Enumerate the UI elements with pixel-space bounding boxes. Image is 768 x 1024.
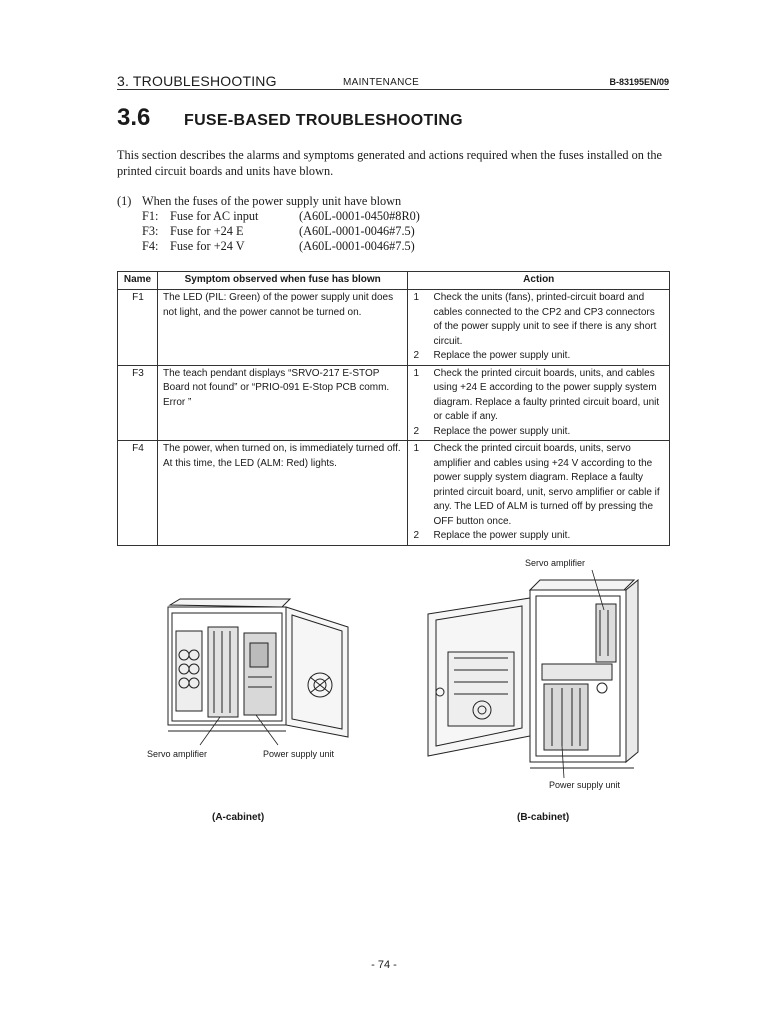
column-header-action: Action [408, 272, 670, 290]
fuse-part-number: (A60L-0001-0046#7.5) [299, 239, 415, 253]
fuse-part-number: (A60L-0001-0046#7.5) [299, 224, 415, 238]
action-cell [408, 365, 670, 441]
action-text: Check the printed circuit boards, units, servo amplifier and cables using +24 V according to the power supply system diagram. Replace a faulty printed circuit board, unit, servo amplifier or cable if any. The LED of ALM is turned off by pressing the OFF button once. [433, 443, 660, 527]
a-cabinet-illustration [160, 597, 360, 747]
symptom-cell: The LED (PIL: Green) of the power supply unit does not light, and the power cannot be turned on. [157, 290, 407, 366]
fuse-id: F3: [142, 224, 159, 238]
action-text: Replace the power supply unit. [433, 350, 571, 361]
fuse-name-cell: F1 [118, 290, 158, 366]
header-rule [117, 89, 669, 90]
column-header-symptom: Symptom observed when fuse has blown [157, 272, 407, 290]
fuse-name-cell: F3 [118, 365, 158, 441]
fuse-list-number: (1) [117, 194, 132, 208]
action-number: 2 [413, 425, 420, 437]
a-power-supply-label: Power supply unit [263, 749, 335, 759]
intro-paragraph: This section describes the alarms and symptoms generated and actions required when the fuses installed on the printed circuit boards and units have blown. [117, 148, 663, 178]
symptom-cell: The power, when turned on, is immediately turned off. At this time, the LED (ALM: Red) lights. [157, 441, 407, 546]
section-label: MAINTENANCE [343, 77, 420, 88]
a-servo-amplifier-label: Servo amplifier [147, 749, 208, 759]
chapter-header: 3. TROUBLESHOOTING [117, 73, 277, 89]
b-cabinet-caption: (B-cabinet) [517, 812, 570, 823]
action-text: Replace the power supply unit. [433, 425, 571, 437]
section-title: FUSE-BASED TROUBLESHOOTING [184, 112, 463, 129]
action-text: Check the units (fans), printed-circuit board and cables connected to the CP2 and CP3 connectors of the power supply unit to see if there is any short circuit. [433, 292, 657, 347]
column-header-name: Name [118, 272, 158, 290]
action-number: 1 [413, 443, 420, 454]
document-id: B-83195EN/09 [609, 77, 669, 87]
fuse-description: Fuse for AC input [170, 209, 259, 223]
fuse-name-cell: F4 [118, 441, 158, 546]
section-number: 3.6 [117, 104, 151, 131]
page-number: - 74 - [371, 959, 397, 971]
action-text: Check the printed circuit boards, units, and cables using +24 E according to the power supply system diagram. Replace a faulty printed circuit board, unit or cable if any. [433, 367, 660, 422]
fuse-list-heading: When the fuses of the power supply unit have blown [142, 194, 402, 208]
table-row [118, 290, 670, 366]
fuse-troubleshooting-table [117, 271, 670, 546]
action-number: 2 [413, 530, 420, 541]
action-cell [408, 290, 670, 366]
fuse-id: F1: [142, 209, 159, 223]
table-row [118, 441, 670, 546]
action-number: 1 [413, 292, 420, 303]
fuse-id: F4: [142, 239, 159, 253]
action-text: Replace the power supply unit. [433, 530, 571, 541]
fuse-description: Fuse for +24 V [170, 239, 245, 253]
a-cabinet-caption: (A-cabinet) [212, 812, 265, 823]
table-row [118, 365, 670, 441]
fuse-part-number: (A60L-0001-0450#8R0) [299, 209, 420, 223]
action-number: 1 [413, 367, 420, 379]
action-cell [408, 441, 670, 546]
b-cabinet-illustration [424, 568, 654, 778]
b-servo-amplifier-label: Servo amplifier [525, 558, 586, 568]
symptom-cell: The teach pendant displays “SRVO-217 E-STOP Board not found” or “PRIO-091 E-Stop PCB comm. Error ” [157, 365, 407, 441]
table-header-row [118, 272, 670, 290]
b-power-supply-label: Power supply unit [549, 780, 621, 790]
fuse-list [117, 194, 677, 258]
action-number: 2 [413, 350, 420, 361]
fuse-description: Fuse for +24 E [170, 224, 244, 238]
